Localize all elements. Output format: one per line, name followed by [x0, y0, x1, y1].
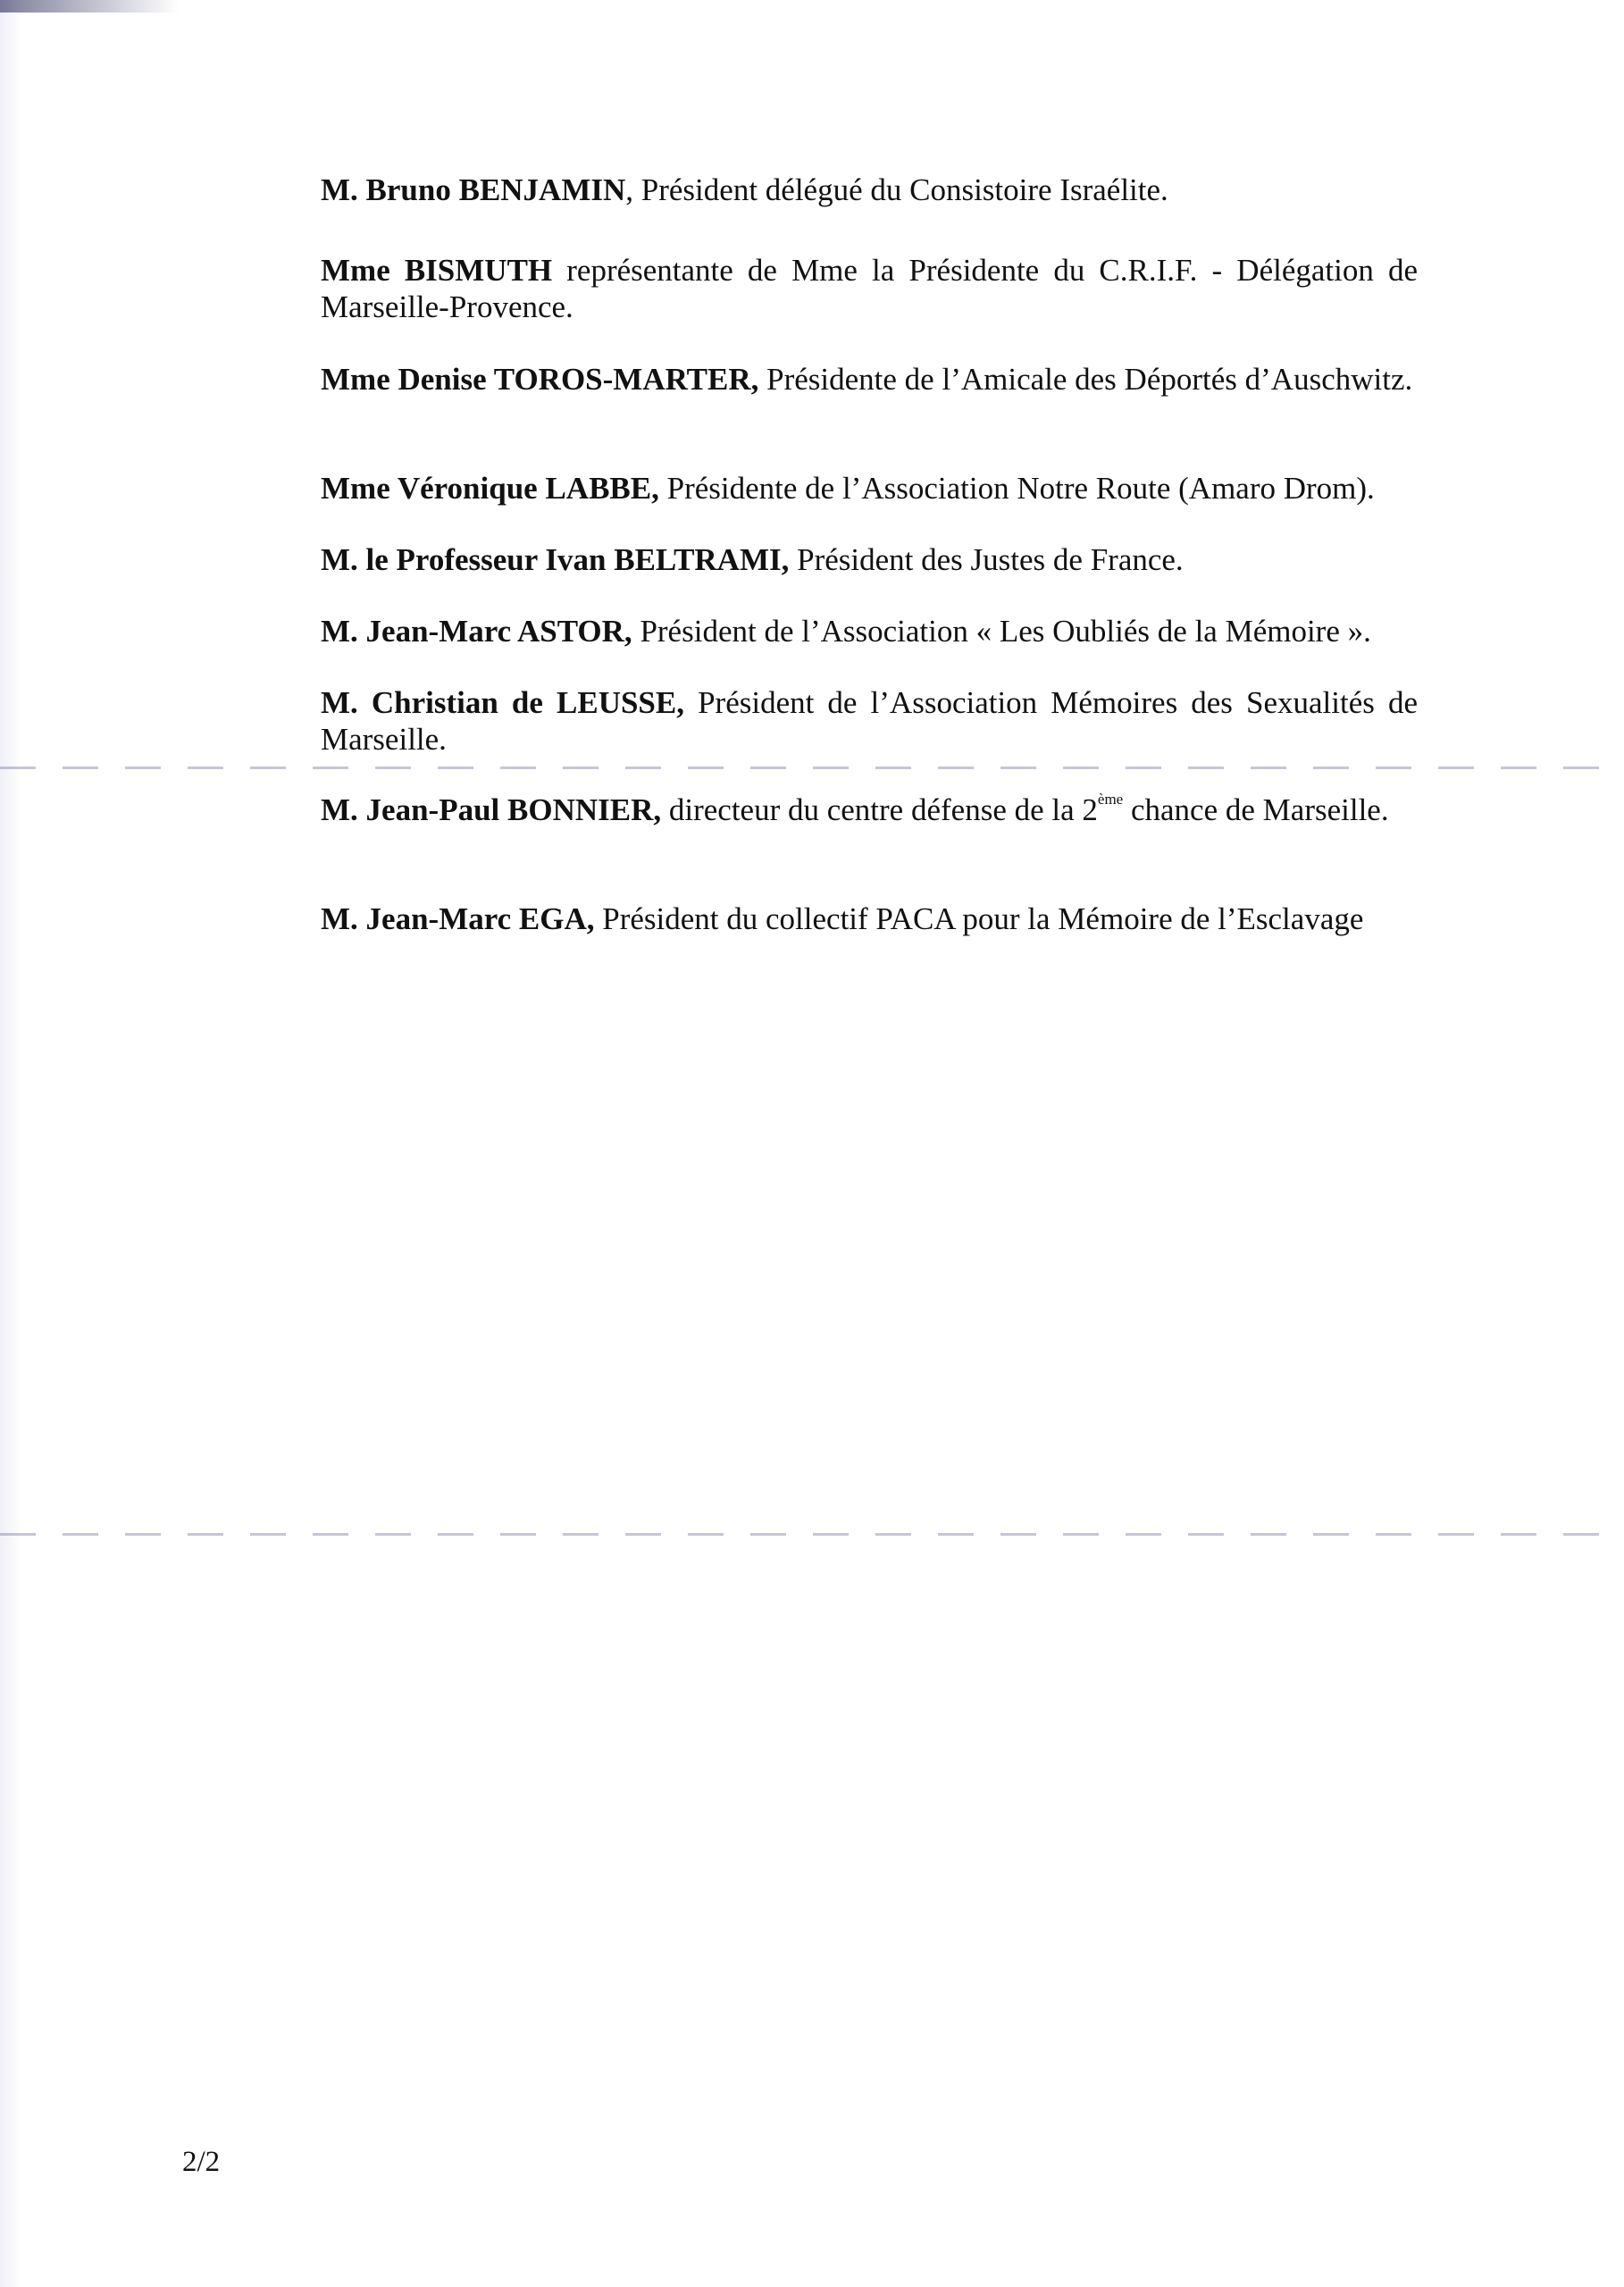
attendee-role: directeur du centre défense de la 2 — [661, 792, 1098, 827]
list-item — [321, 172, 1418, 208]
list-item — [321, 792, 1418, 828]
list-item — [321, 252, 1418, 325]
attendee-name: M. Jean-Marc EGA, — [321, 901, 595, 936]
attendee-name: M. Christian de LEUSSE, — [321, 685, 684, 720]
attendee-name: Mme BISMUTH — [321, 253, 553, 288]
attendee-role: Présidente de l’Association Notre Route (Amaro Drom). — [658, 471, 1375, 506]
list-item — [321, 684, 1418, 758]
attendee-name: M. le Professeur Ivan BELTRAMI, — [321, 542, 790, 577]
attendee-role: , Président délégué du Consistoire Israélite. — [625, 172, 1168, 207]
list-item — [321, 613, 1418, 649]
attendee-name: M. Jean-Marc ASTOR, — [321, 614, 632, 649]
attendee-name: Mme Véronique LABBE, — [321, 471, 659, 506]
scan-edge-shade — [0, 0, 21, 2287]
list-item — [321, 470, 1418, 507]
scan-corner-mark — [0, 0, 179, 13]
fold-line — [0, 767, 1624, 769]
attendee-name: M. Jean-Paul BONNIER, — [321, 792, 662, 827]
attendee-role: Président de l’Association Mémoires des Sexualités de Marseille. — [321, 685, 1418, 757]
attendee-role-continued: chance de Marseille. — [1123, 792, 1389, 827]
fold-line — [0, 1533, 1624, 1536]
page-number: 2/2 — [182, 2146, 221, 2178]
list-item — [321, 901, 1418, 937]
attendee-role: Président du collectif PACA pour la Mémoire de l’Esclavage — [594, 901, 1364, 936]
attendee-name: M. Bruno BENJAMIN — [321, 172, 626, 207]
ordinal-superscript: ème — [1097, 791, 1124, 808]
attendee-role: Présidente de l’Amicale des Déportés d’Auschwitz. — [758, 362, 1413, 397]
attendee-role: Président des Justes de France. — [789, 542, 1184, 577]
list-item — [321, 541, 1418, 578]
list-item — [321, 361, 1418, 398]
attendee-name: Mme Denise TOROS-MARTER, — [321, 362, 759, 397]
attendee-role: représentante de Mme la Présidente du C.R.I.F. - Délégation de Marseille-Provence. — [321, 253, 1418, 324]
attendee-role: Président de l’Association « Les Oubliés de la Mémoire ». — [632, 614, 1371, 649]
